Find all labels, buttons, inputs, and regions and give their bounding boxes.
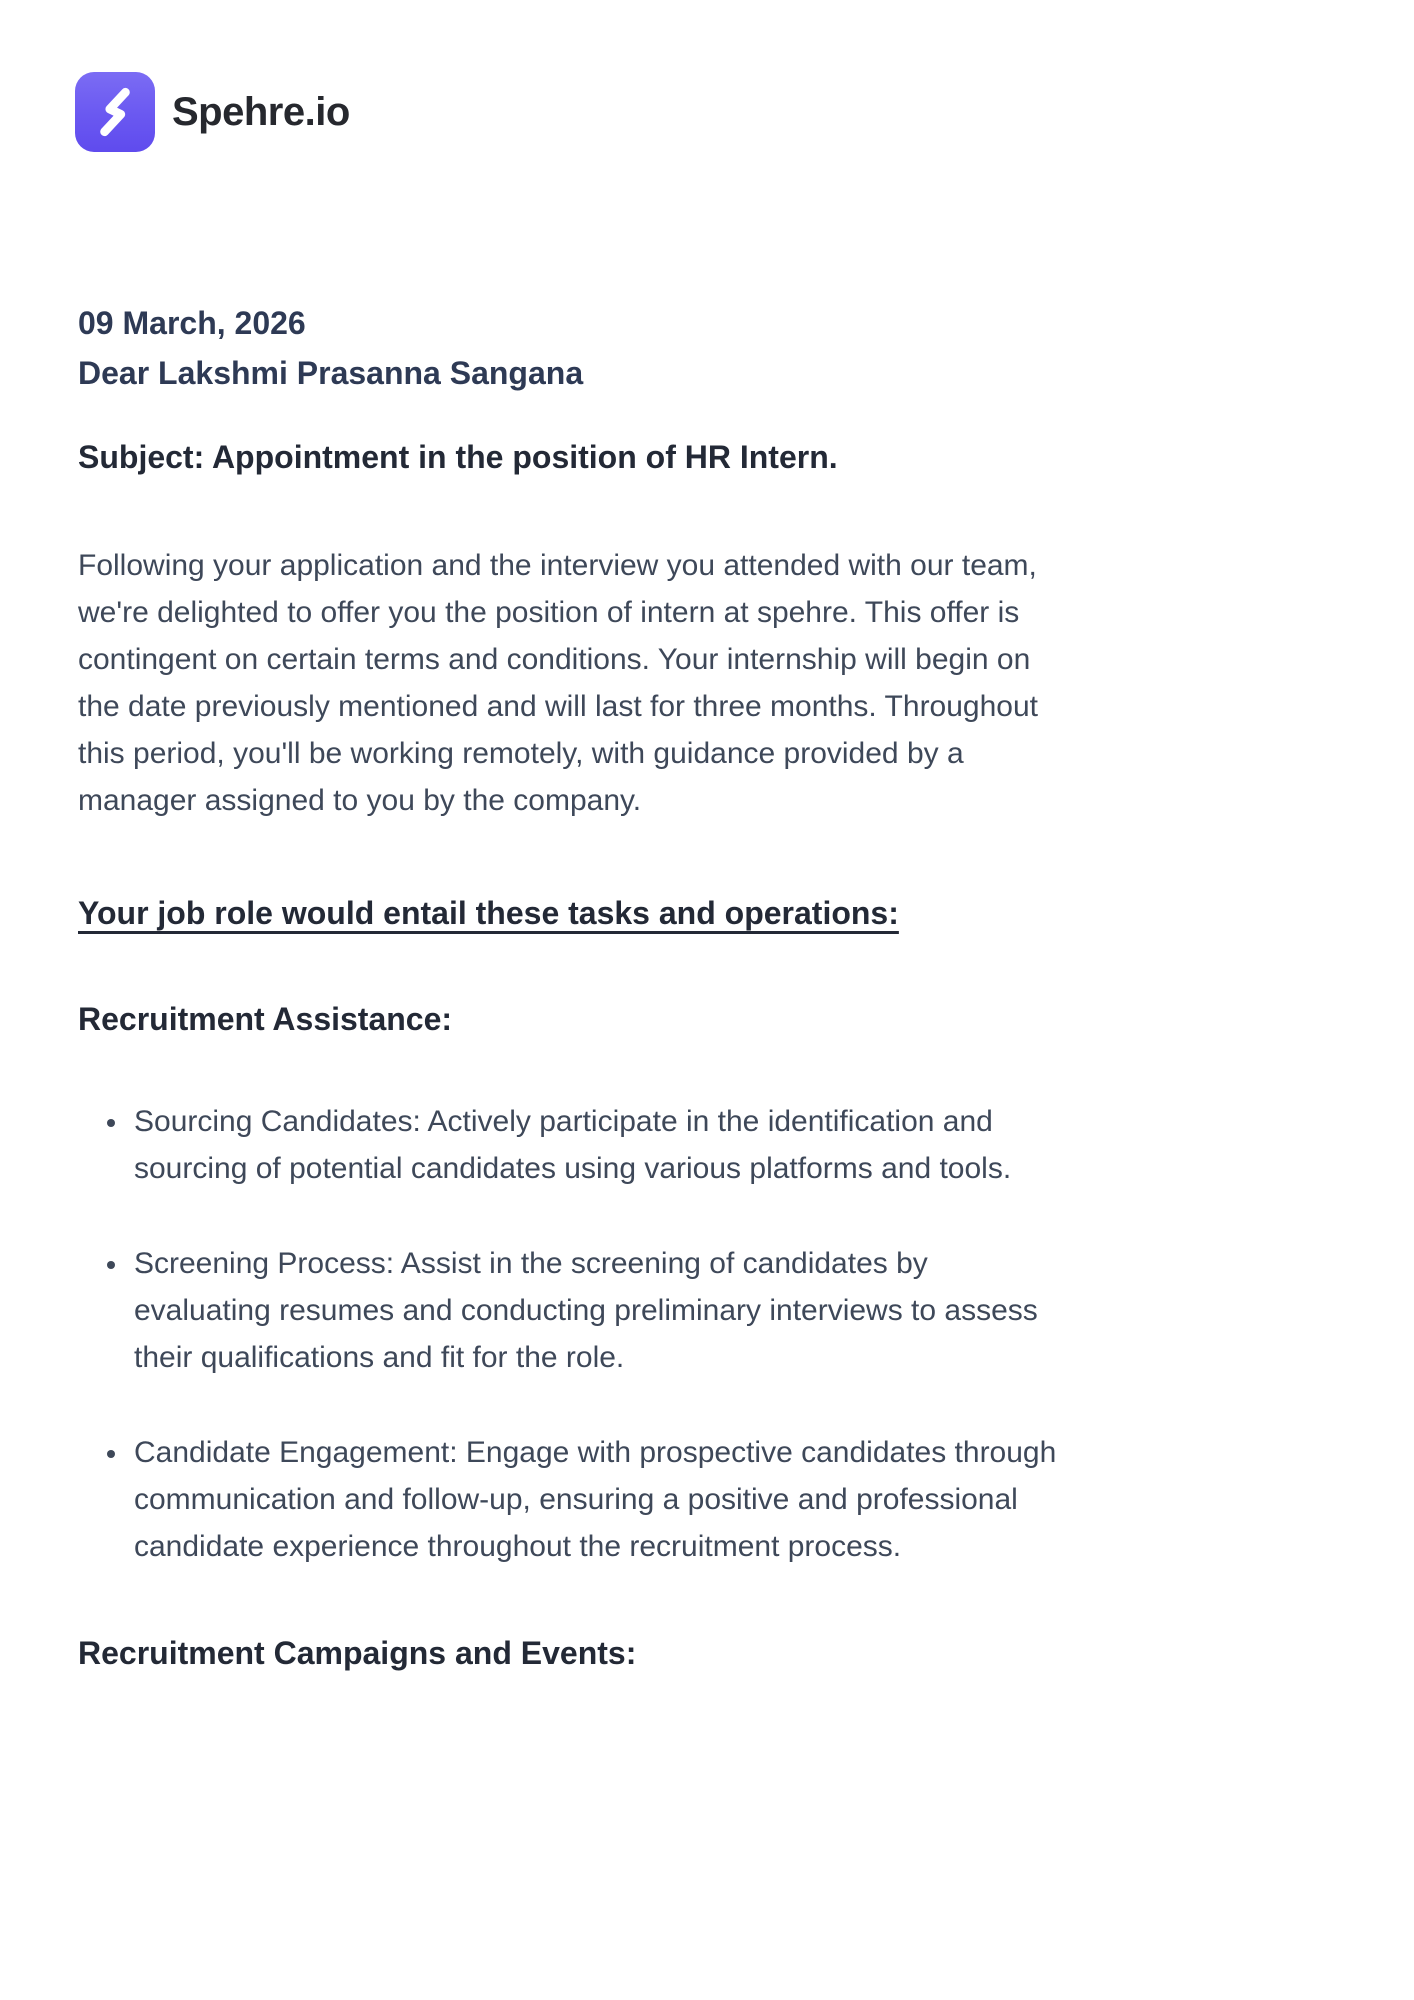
brand-name: Spehre.io [172, 89, 350, 134]
list-item-candidate-engagement: • Candidate Engagement: Engage with prospective candidates through communication and follow-up, ensuring a positive and professional candidate experience throughout the recruitment process. [130, 1429, 1060, 1570]
list-item-screening-process: • Screening Process: Assist in the screening of candidates by evaluating resumes and conducting preliminary interviews to assess their qualifications and fit for the role. [130, 1240, 1060, 1381]
letter-date: 09 March, 2026 [78, 305, 306, 341]
brand-header [75, 72, 1034, 152]
intro-paragraph: Following your application and the interview you attended with our team, we're delighted to offer you the position of intern at spehre. This offer is contingent on certain terms and conditions. Your internship will begin on the date previously mentioned and will last for three months. Throughout this period, you'll be working remotely, with guidance provided by a manager assigned to you by the company. [78, 549, 1038, 817]
letter-salutation: Dear Lakshmi Prasanna Sangana [78, 355, 584, 391]
list-item-sourcing-candidates: • Sourcing Candidates: Actively participate in the identification and sourcing of potential candidates using various platforms and tools. [130, 1098, 1060, 1192]
subject-line: Subject: Appointment in the position of HR Intern. [78, 439, 838, 475]
spehre-logo [75, 72, 155, 152]
tasks-heading: Your job role would entail these tasks and operations: [78, 895, 899, 931]
letter-dateline [78, 298, 1034, 398]
s-bolt-icon [86, 83, 144, 141]
section-heading-recruitment-campaigns: Recruitment Campaigns and Events: [78, 1635, 637, 1671]
recruitment-assistance-list [78, 1098, 1060, 1570]
section-heading-recruitment-assistance: Recruitment Assistance: [78, 1001, 453, 1037]
